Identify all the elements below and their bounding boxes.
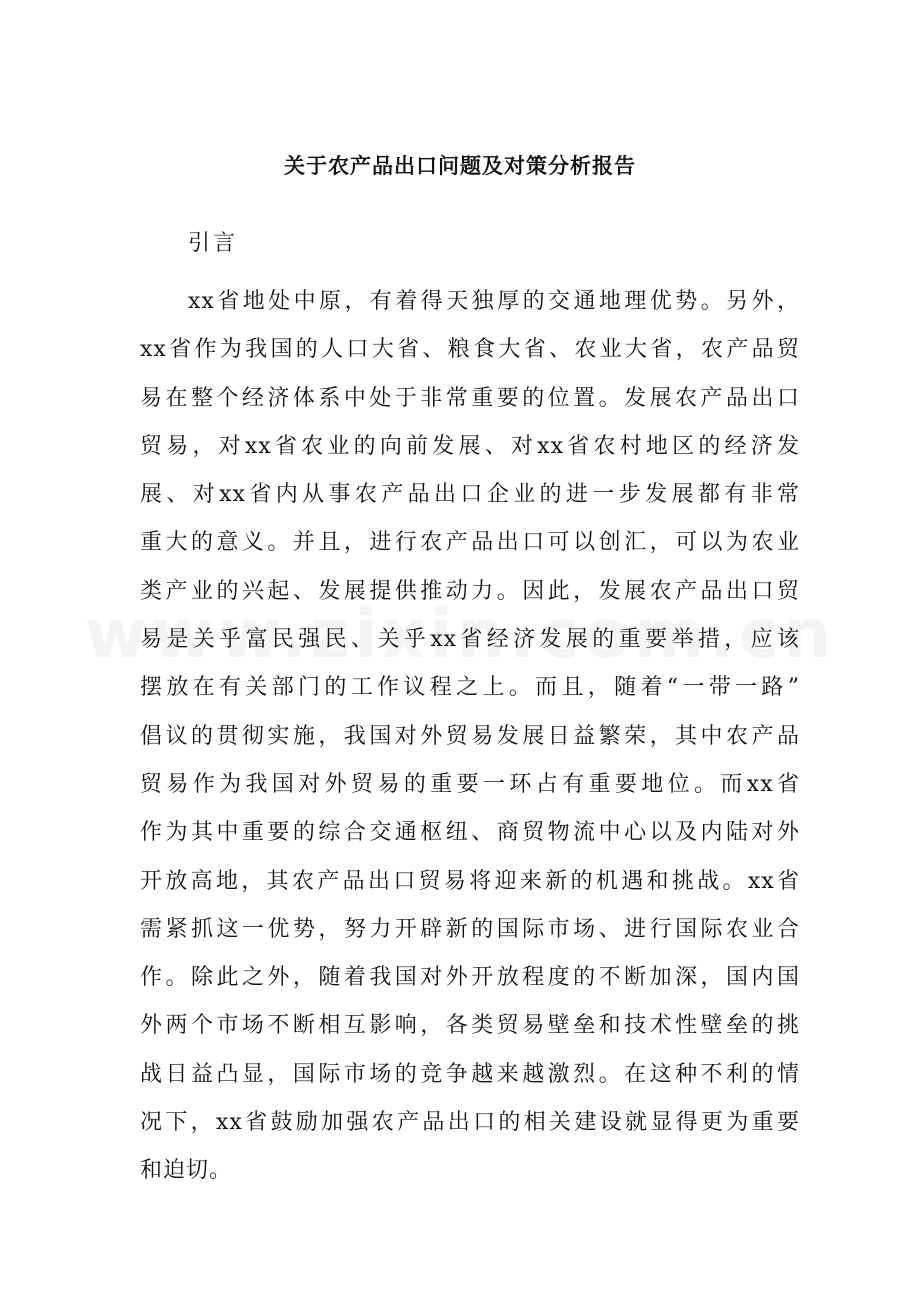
paragraph-line: 开放高地，其农产品出口贸易将迎来新的机遇和挑战。xx省 — [140, 868, 800, 894]
paragraph-line: 重大的意义。并且，进行农产品出口可以创汇，可以为农业 — [140, 530, 800, 556]
paragraph-line: 贸易，对xx省农业的向前发展、对xx省农村地区的经济发 — [140, 433, 800, 459]
paragraph-line: 展、对xx省内从事农产品出口企业的进一步发展都有非常 — [140, 482, 800, 508]
paragraph-line: 类产业的兴起、发展提供推动力。因此，发展农产品出口贸 — [140, 578, 800, 604]
paragraph-line: 和迫切。 — [140, 1158, 233, 1184]
paragraph-line: 摆放在有关部门的工作议程之上。而且，随着“一带一路” — [140, 675, 800, 701]
document-title: 关于农产品出口问题及对策分析报告 — [284, 153, 636, 178]
body-paragraph — [140, 278, 800, 1196]
paragraph-line: 易是关乎富民强民、关乎xx省经济发展的重要举措，应该 — [140, 627, 800, 653]
paragraph-line: 需紧抓这一优势，努力开辟新的国际市场、进行国际农业合 — [140, 916, 800, 942]
paragraph-line: 易在整个经济体系中处于非常重要的位置。发展农产品出口 — [140, 385, 800, 411]
section-heading-intro: 引言 — [188, 231, 239, 256]
paragraph-line: xx省地处中原，有着得天独厚的交通地理优势。另外， — [188, 289, 800, 314]
paragraph-line: 外两个市场不断相互影响，各类贸易壁垒和技术性壁垒的挑 — [140, 1013, 800, 1039]
paragraph-line: 倡议的贯彻实施，我国对外贸易发展日益繁荣，其中农产品 — [140, 723, 800, 749]
paragraph-line: xx省作为我国的人口大省、粮食大省、农业大省，农产品贸 — [140, 337, 800, 363]
paragraph-line: 战日益凸显，国际市场的竞争越来越激烈。在这种不利的情 — [140, 1061, 800, 1087]
paragraph-line: 贸易作为我国对外贸易的重要一环占有重要地位。而xx省 — [140, 771, 800, 797]
paragraph-line: 况下，xx省鼓励加强农产品出口的相关建设就显得更为重要 — [140, 1110, 800, 1136]
paragraph-line: 作为其中重要的综合交通枢纽、商贸物流中心以及内陆对外 — [140, 820, 800, 846]
paragraph-line: 作。除此之外，随着我国对外开放程度的不断加深，国内国 — [140, 965, 800, 991]
